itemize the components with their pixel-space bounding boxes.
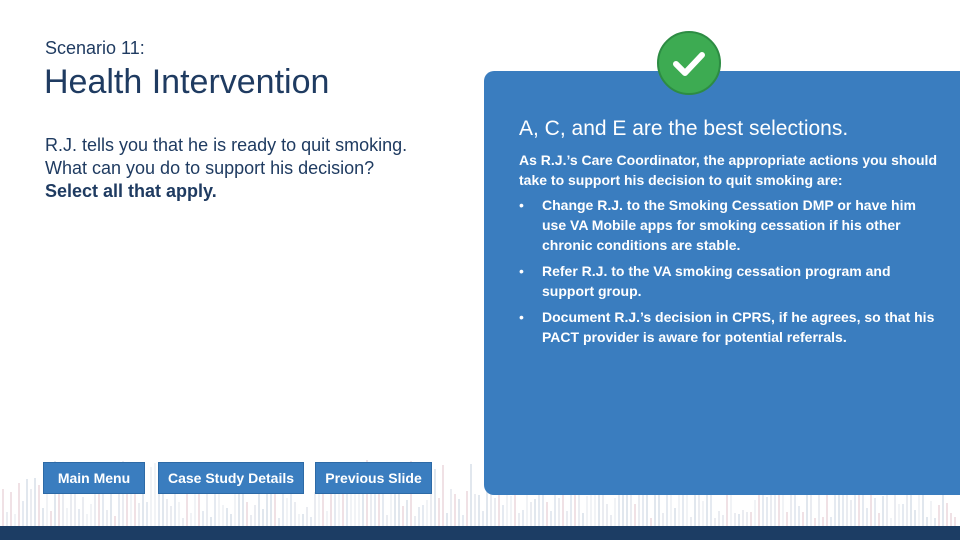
bullet: • bbox=[519, 263, 524, 279]
question-text: R.J. tells you that he is ready to quit smoking. What can you do to support his decision? bbox=[45, 135, 408, 178]
scenario-label: Scenario 11: bbox=[45, 38, 145, 58]
feedback-intro: As R.J.’s Care Coordinator, the appropriate actions you should take to support his decision to quit smoking are: bbox=[519, 152, 937, 188]
feedback-item-text: Document R.J.’s decision in CPRS, if he agrees, so that his PACT provider is aware for potential referrals. bbox=[542, 309, 935, 345]
feedback-item bbox=[519, 307, 939, 347]
case-study-details-button[interactable]: Case Study Details bbox=[158, 462, 304, 494]
feedback-item bbox=[519, 261, 939, 301]
checkmark-icon bbox=[657, 31, 721, 95]
page-title: Health Intervention bbox=[44, 63, 330, 101]
feedback-list bbox=[519, 195, 939, 353]
feedback-item-text: Change R.J. to the Smoking Cessation DMP or have him use VA Mobile apps for smoking cessation if his other chronic conditions are stable. bbox=[542, 197, 916, 253]
footer-band bbox=[0, 526, 960, 540]
question-instruction: Select all that apply. bbox=[45, 181, 217, 201]
bullet: • bbox=[519, 309, 524, 325]
feedback-panel bbox=[484, 71, 960, 495]
bullet: • bbox=[519, 197, 524, 213]
main-menu-button[interactable]: Main Menu bbox=[43, 462, 145, 494]
feedback-item bbox=[519, 195, 939, 255]
previous-slide-button[interactable]: Previous Slide bbox=[315, 462, 432, 494]
question-block bbox=[45, 134, 445, 203]
feedback-item-text: Refer R.J. to the VA smoking cessation program and support group. bbox=[542, 263, 891, 299]
feedback-heading: A, C, and E are the best selections. bbox=[519, 117, 849, 140]
